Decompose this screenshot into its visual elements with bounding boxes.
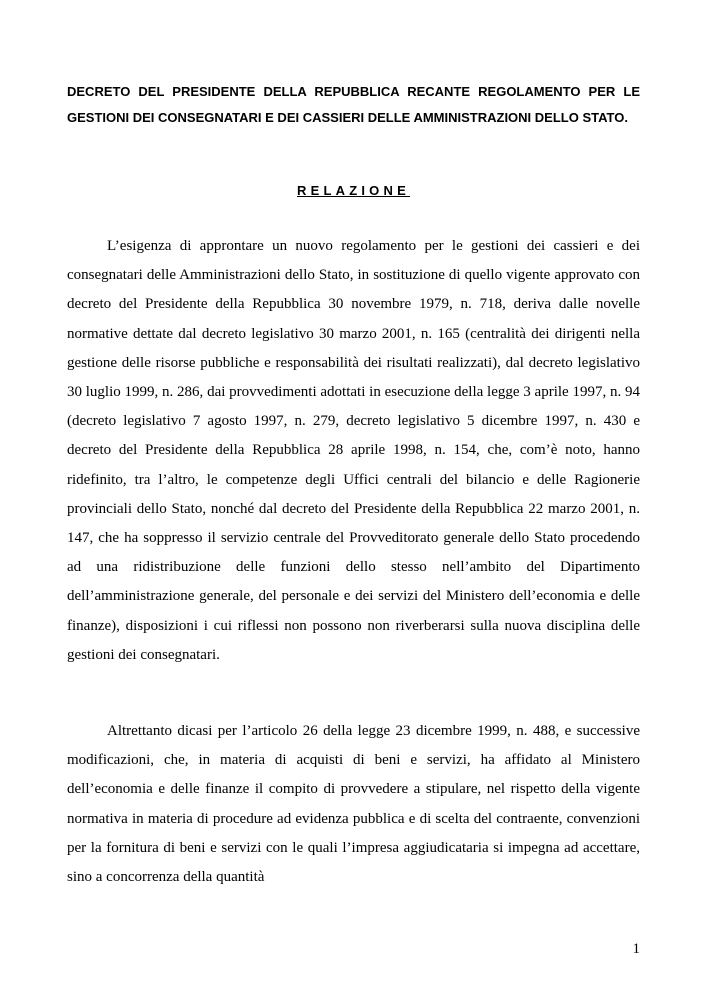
body-paragraph-1: L’esigenza di approntare un nuovo regolamento per le gestioni dei cassieri e dei consegnatari delle Amministrazioni dello Stato, in sostituzione di quello vigente approvato con decreto del Presidente della Repubblica 30 novembre 1979, n. 718, deriva dalle novelle normative dettate dal decreto legislativo 30 marzo 2001, n. 165 (centralità dei dirigenti nella gestione delle risorse pubbliche e responsabilità dei risultati realizzati), dal decreto legislativo 30 luglio 1999, n. 286, dai provvedimenti adottati in esecuzione della legge 3 aprile 1997, n. 94 (decreto legislativo 7 agosto 1997, n. 279, decreto legislativo 5 dicembre 1997, n. 430 e decreto del Presidente della Repubblica 28 aprile 1998, n. 154, che, com’è noto, hanno ridefinito, tra l’altro, le competenze degli Uffici centrali del bilancio e delle Ragionerie provinciali dello Stato, nonché dal decreto del Presidente della Repubblica 22 marzo 2001, n. 147, che ha soppresso il servizio centrale del Provveditorato generale dello Stato procedendo ad una ridistribuzione delle funzioni dello stesso nell’ambito del Dipartimento dell’amministrazione generale, del personale e dei servizi del Ministero dell’economia e delle finanze), disposizioni i cui riflessi non possono non riverberarsi sulla nuova disciplina delle gestioni dei consegnatari.: [67, 238, 640, 663]
body-paragraph-2: Altrettanto dicasi per l’articolo 26 della legge 23 dicembre 1999, n. 488, e successive modificazioni, che, in materia di acquisti di beni e servizi, ha affidato al Ministero dell’economia e delle finanze il compito di provvedere a stipulare, nel rispetto della vigente normativa in materia di procedure ad evidenza pubblica e di scelta del contraente, convenzioni per la fornitura di beni e servizi con le quali l’impresa aggiudicataria si impegna ad accettare, sino a concorrenza della quantità: [67, 723, 640, 886]
section-title: RELAZIONE: [297, 183, 410, 198]
document-heading: DECRETO DEL PRESIDENTE DELLA REPUBBLICA RECANTE REGOLAMENTO PER LE GESTIONI DEI CONSEGNATARI E DEI CASSIERI DELLE AMMINISTRAZIONI DELLO STATO.: [67, 84, 640, 125]
page-number: 1: [632, 941, 640, 957]
